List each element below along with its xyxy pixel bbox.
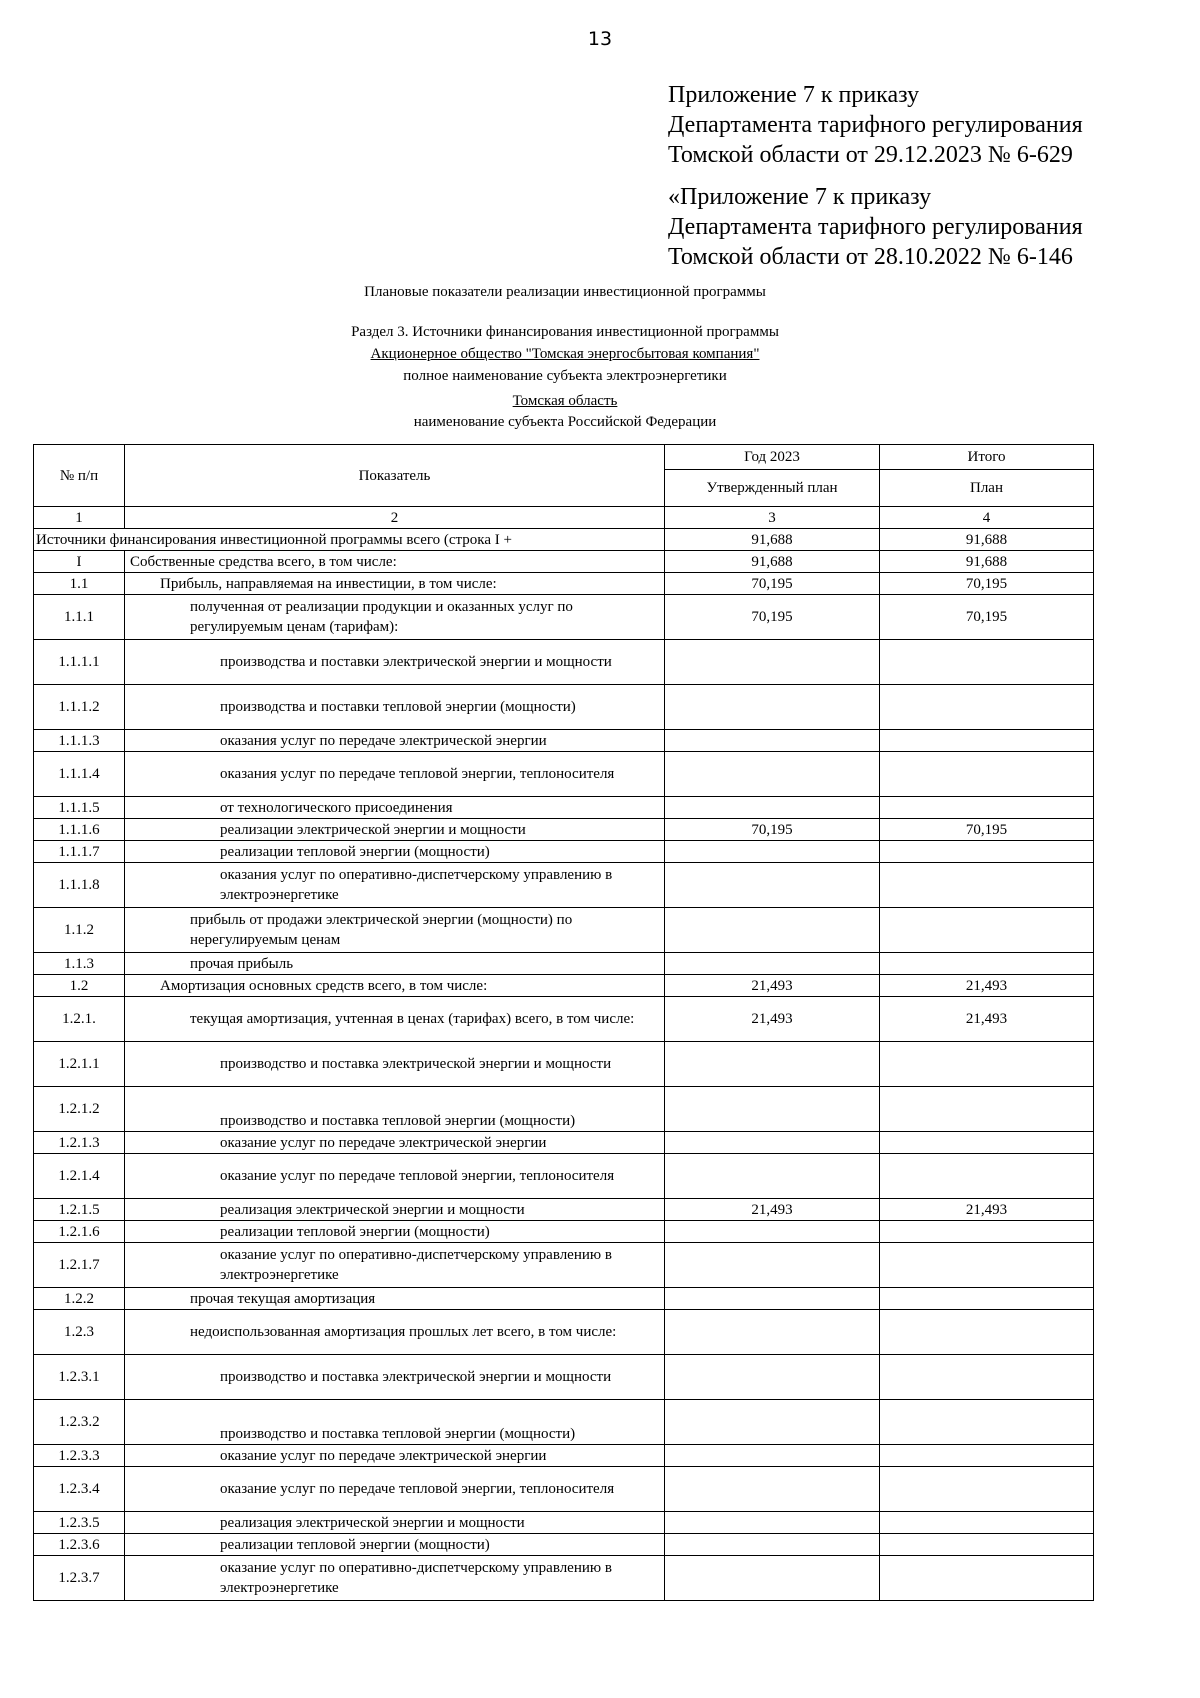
row-total [880, 685, 1094, 730]
row-plan [665, 1445, 880, 1467]
row-total [880, 1154, 1094, 1199]
row-num: 1.1.1.6 [34, 819, 125, 841]
row-label: оказание услуг по оперативно-диспетчерскому управлению в электроэнергетике [125, 1556, 665, 1601]
row-total: 21,493 [880, 997, 1094, 1042]
row-plan [665, 1534, 880, 1556]
row-total [880, 1288, 1094, 1310]
header-col-year-sub: Утвержденный план [665, 470, 880, 507]
table-row [34, 685, 1094, 730]
row-num: I [34, 551, 125, 573]
table-row [34, 1400, 1094, 1445]
row-total [880, 1310, 1094, 1355]
row-label: Собственные средства всего, в том числе: [125, 551, 665, 573]
row-plan [665, 908, 880, 953]
row-plan [665, 1243, 880, 1288]
table-row [34, 975, 1094, 997]
row-plan [665, 1467, 880, 1512]
row-num: 1.2.3.5 [34, 1512, 125, 1534]
table-row [34, 908, 1094, 953]
row-num: 1.1.2 [34, 908, 125, 953]
row-plan [665, 685, 880, 730]
header-row-top [34, 445, 1094, 470]
row-plan: 91,688 [665, 551, 880, 573]
row-label: производство и поставка электрической энергии и мощности [125, 1042, 665, 1087]
header-col-year: Год 2023 [665, 445, 880, 470]
row-total [880, 1445, 1094, 1467]
table-row [34, 1042, 1094, 1087]
row-total [880, 863, 1094, 908]
appendix-previous-line3: Томской области от 28.10.2022 № 6-146 [668, 244, 1073, 270]
row-total: 91,688 [880, 551, 1094, 573]
table-row [34, 953, 1094, 975]
table-row [34, 1221, 1094, 1243]
column-number: 2 [125, 507, 665, 529]
header-col-total-sub: План [880, 470, 1094, 507]
row-num: 1.2.1.1 [34, 1042, 125, 1087]
row-total [880, 1042, 1094, 1087]
row-num: 1.2.3.4 [34, 1467, 125, 1512]
row-num: 1.1.1.4 [34, 752, 125, 797]
row-label: полученная от реализации продукции и оказанных услуг по регулируемым ценам (тарифам): [125, 595, 665, 640]
table-row [34, 841, 1094, 863]
row-label: оказание услуг по передаче электрической энергии [125, 1132, 665, 1154]
table-row [34, 1087, 1094, 1132]
row-label: реализация электрической энергии и мощности [125, 1512, 665, 1534]
header-col-total: Итого [880, 445, 1094, 470]
table-row [34, 819, 1094, 841]
row-plan [665, 863, 880, 908]
row-num: 1.2.1.4 [34, 1154, 125, 1199]
row-num: 1.2.3.1 [34, 1355, 125, 1400]
company-name: Акционерное общество "Томская энергосбытовая компания" [370, 346, 760, 362]
row-label: прочая текущая амортизация [125, 1288, 665, 1310]
row-total [880, 730, 1094, 752]
row-plan [665, 1221, 880, 1243]
row-total: 21,493 [880, 975, 1094, 997]
column-number: 3 [665, 507, 880, 529]
row-label: прибыль от продажи электрической энергии (мощности) по нерегулируемым ценам [125, 908, 665, 953]
row-total: 21,493 [880, 1199, 1094, 1221]
row-label: оказание услуг по передаче электрической энергии [125, 1445, 665, 1467]
row-num: 1.1.3 [34, 953, 125, 975]
row-total [880, 1132, 1094, 1154]
row-num: 1.2.3.3 [34, 1445, 125, 1467]
row-total: 70,195 [880, 573, 1094, 595]
appendix-current-line3: Томской области от 29.12.2023 № 6-629 [668, 142, 1073, 168]
row-total [880, 797, 1094, 819]
table-row [34, 551, 1094, 573]
row-num: 1.2.1.5 [34, 1199, 125, 1221]
row-total [880, 1512, 1094, 1534]
row-num: 1.2.1.7 [34, 1243, 125, 1288]
row-label: Источники финансирования инвестиционной программы всего (строка I + [34, 529, 665, 551]
row-plan [665, 1310, 880, 1355]
row-num: 1.2.3.6 [34, 1534, 125, 1556]
row-num: 1.2.1. [34, 997, 125, 1042]
row-plan: 21,493 [665, 975, 880, 997]
row-plan: 70,195 [665, 595, 880, 640]
row-plan [665, 1154, 880, 1199]
row-num: 1.2.1.3 [34, 1132, 125, 1154]
document-title: Плановые показатели реализации инвестиционной программы [364, 284, 766, 300]
table-row [34, 1243, 1094, 1288]
appendix-previous-line2: Департамента тарифного регулирования [668, 214, 1083, 240]
row-plan: 21,493 [665, 1199, 880, 1221]
row-num: 1.1 [34, 573, 125, 595]
row-total [880, 1400, 1094, 1445]
row-plan [665, 1400, 880, 1445]
row-num: 1.1.1.1 [34, 640, 125, 685]
row-plan [665, 1512, 880, 1534]
financing-table [33, 444, 1094, 1601]
row-num: 1.1.1 [34, 595, 125, 640]
row-num: 1.2.3 [34, 1310, 125, 1355]
row-num: 1.2 [34, 975, 125, 997]
table-row [34, 997, 1094, 1042]
table-row [34, 1534, 1094, 1556]
row-total: 70,195 [880, 595, 1094, 640]
row-total [880, 841, 1094, 863]
row-plan [665, 841, 880, 863]
table-row [34, 1355, 1094, 1400]
column-numbering-row [34, 507, 1094, 529]
row-plan [665, 1556, 880, 1601]
appendix-previous-line1: «Приложение 7 к приказу [668, 184, 932, 210]
row-label: оказание услуг по оперативно-диспетчерскому управлению в электроэнергетике [125, 1243, 665, 1288]
table-row [34, 797, 1094, 819]
table-row [34, 1467, 1094, 1512]
row-total [880, 1243, 1094, 1288]
appendix-previous [668, 182, 1083, 272]
appendix-current [668, 80, 1083, 170]
row-label: производства и поставки электрической энергии и мощности [125, 640, 665, 685]
column-number: 1 [34, 507, 125, 529]
row-total [880, 1355, 1094, 1400]
row-plan [665, 1087, 880, 1132]
region-caption: наименование субъекта Российской Федерации [413, 414, 717, 430]
table-row [34, 1288, 1094, 1310]
table-row [34, 1132, 1094, 1154]
row-plan [665, 797, 880, 819]
row-num: 1.1.1.8 [34, 863, 125, 908]
table-row [34, 595, 1094, 640]
row-plan: 91,688 [665, 529, 880, 551]
header-col-indicator: Показатель [125, 445, 665, 507]
table-row [34, 730, 1094, 752]
section-title: Раздел 3. Источники финансирования инвестиционной программы [351, 324, 779, 340]
row-label: от технологического присоединения [125, 797, 665, 819]
row-plan: 21,493 [665, 997, 880, 1042]
row-num: 1.2.1.2 [34, 1087, 125, 1132]
row-total [880, 752, 1094, 797]
row-total: 70,195 [880, 819, 1094, 841]
table-row [34, 1154, 1094, 1199]
row-plan [665, 1355, 880, 1400]
company-caption: полное наименование субъекта электроэнергетики [403, 368, 727, 384]
page-number: 13 [587, 28, 613, 50]
row-label: оказания услуг по оперативно-диспетчерскому управлению в электроэнергетике [125, 863, 665, 908]
table-row [34, 752, 1094, 797]
row-plan [665, 640, 880, 685]
row-label: оказание услуг по передаче тепловой энергии, теплоносителя [125, 1154, 665, 1199]
row-num: 1.2.1.6 [34, 1221, 125, 1243]
row-num: 1.2.3.2 [34, 1400, 125, 1445]
header-col-num: № п/п [34, 445, 125, 507]
row-label: Амортизация основных средств всего, в том числе: [125, 975, 665, 997]
row-total [880, 953, 1094, 975]
row-label: производство и поставка тепловой энергии (мощности) [125, 1400, 665, 1445]
row-plan [665, 1042, 880, 1087]
row-total [880, 1534, 1094, 1556]
row-label: реализации тепловой энергии (мощности) [125, 841, 665, 863]
row-total [880, 1087, 1094, 1132]
row-total [880, 908, 1094, 953]
row-plan: 70,195 [665, 819, 880, 841]
table-row [34, 1445, 1094, 1467]
row-label: реализация электрической энергии и мощности [125, 1199, 665, 1221]
row-label: текущая амортизация, учтенная в ценах (тарифах) всего, в том числе: [125, 997, 665, 1042]
row-label: производство и поставка электрической энергии и мощности [125, 1355, 665, 1400]
row-label: оказание услуг по передаче тепловой энергии, теплоносителя [125, 1467, 665, 1512]
row-label: Прибыль, направляемая на инвестиции, в том числе: [125, 573, 665, 595]
row-plan [665, 752, 880, 797]
row-total [880, 1467, 1094, 1512]
row-total: 91,688 [880, 529, 1094, 551]
table-row [34, 573, 1094, 595]
row-total [880, 1221, 1094, 1243]
column-number: 4 [880, 507, 1094, 529]
row-label: реализации тепловой энергии (мощности) [125, 1221, 665, 1243]
row-num: 1.1.1.2 [34, 685, 125, 730]
table-row [34, 640, 1094, 685]
appendix-current-line1: Приложение 7 к приказу [668, 82, 920, 108]
row-label: реализации тепловой энергии (мощности) [125, 1534, 665, 1556]
row-label: недоиспользованная амортизация прошлых лет всего, в том числе: [125, 1310, 665, 1355]
table-row [34, 863, 1094, 908]
row-num: 1.1.1.5 [34, 797, 125, 819]
table-row [34, 1512, 1094, 1534]
row-label: реализации электрической энергии и мощности [125, 819, 665, 841]
table-row [34, 1199, 1094, 1221]
row-num: 1.2.3.7 [34, 1556, 125, 1601]
row-plan [665, 1132, 880, 1154]
table-row [34, 1310, 1094, 1355]
row-label: производства и поставки тепловой энергии (мощности) [125, 685, 665, 730]
row-label: прочая прибыль [125, 953, 665, 975]
appendix-current-line2: Департамента тарифного регулирования [668, 112, 1083, 138]
row-plan: 70,195 [665, 573, 880, 595]
row-plan [665, 953, 880, 975]
region-name: Томская область [512, 393, 618, 409]
row-label: оказания услуг по передаче электрической энергии [125, 730, 665, 752]
row-num: 1.2.2 [34, 1288, 125, 1310]
row-label: оказания услуг по передаче тепловой энергии, теплоносителя [125, 752, 665, 797]
row-plan [665, 730, 880, 752]
row-total [880, 640, 1094, 685]
table-row [34, 529, 1094, 551]
row-total [880, 1556, 1094, 1601]
row-label: производство и поставка тепловой энергии (мощности) [125, 1087, 665, 1132]
row-num: 1.1.1.7 [34, 841, 125, 863]
row-num: 1.1.1.3 [34, 730, 125, 752]
table-row [34, 1556, 1094, 1601]
row-plan [665, 1288, 880, 1310]
